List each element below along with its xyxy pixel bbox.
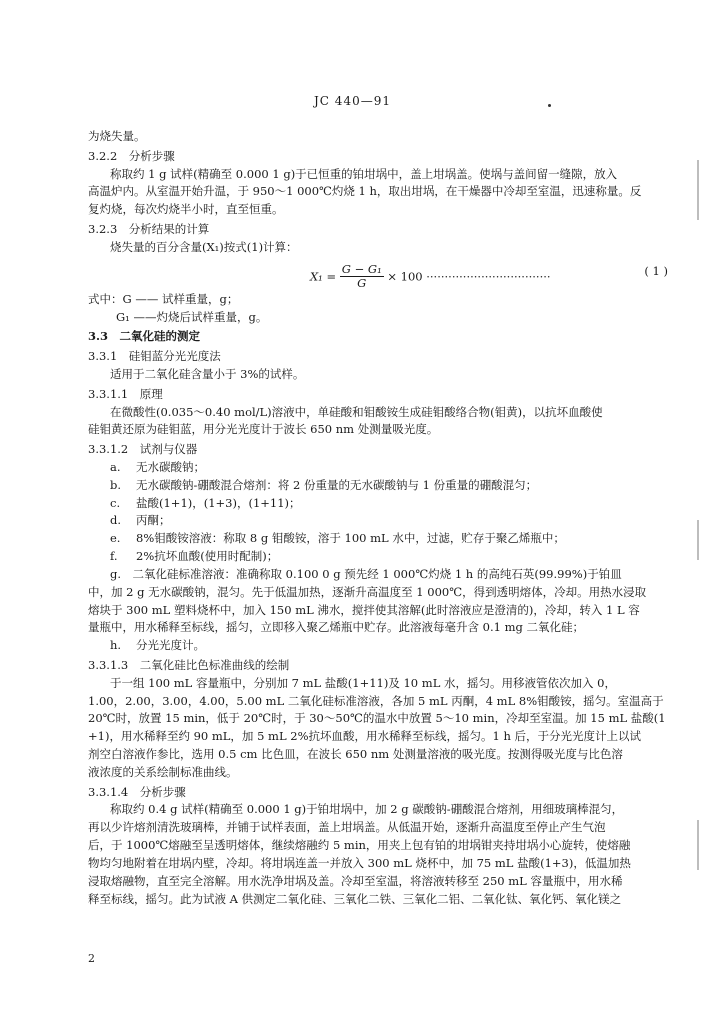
formula-number: ( 1 )	[644, 263, 668, 278]
paragraph-line: 浸取熔融物，直至完全溶解。用水洗净坩埚及盖。冷却至室温，将溶液转移至 250 mL 容量瓶中，用水稀	[88, 873, 623, 888]
scan-edge-mark	[697, 160, 699, 220]
paragraph-line: 1.00，2.00，3.00，4.00，5.00 mL 二氧化硅标准溶液，各加 5 mL 丙酮，4 mL 8%钼酸铵，摇匀。室温高于	[88, 693, 664, 708]
reagent-item-g: g. 二氧化硅标准溶液：准确称取 0.100 0 g 预先经 1 000℃灼烧 1 h 的高纯石英(99.99%)于铂皿	[110, 566, 622, 581]
section-heading: 3.3.1.1 原理	[88, 386, 163, 401]
section-heading: 3.3.1 硅钼蓝分光光度法	[88, 349, 221, 364]
paragraph-line: 称取约 0.4 g 试样(精确至 0.000 1 g)于铂坩埚中，加 2 g 碳酸钠-硼酸混合熔剂，用细玻璃棒混匀，	[110, 802, 624, 817]
reagent-tag: c.	[110, 495, 121, 510]
section-heading: 3.3.1.4 分析步骤	[88, 784, 186, 799]
reagent-item	[88, 512, 668, 530]
paragraph-line: 液浓度的关系绘制标准曲线。	[88, 764, 238, 779]
paragraph-line: 熔块于 300 mL 塑料烧杯中，加入 150 mL 沸水，搅拌使其溶解(此时溶液应是澄清的)，冷却，转入 1 L 容	[88, 602, 640, 617]
scan-edge-mark	[697, 820, 699, 870]
paragraph-line: 于一组 100 mL 容量瓶中，分别加 7 mL 盐酸(1+11)及 10 mL 水，摇匀。用移液管依次加入 0，	[110, 675, 616, 690]
reagent-tag: f.	[110, 549, 118, 564]
reagent-tag: e.	[110, 531, 121, 546]
paragraph-line: +1)，用水稀释至约 90 mL，加 5 mL 2%抗坏血酸，用水稀释至标线，摇匀。1 h 后，于分光光度计上以试	[88, 729, 642, 744]
formula-legend-line: 式中：G —— 试样重量，g；	[88, 291, 239, 306]
reagent-tag: d.	[110, 513, 122, 528]
formula-expression	[310, 263, 551, 292]
paragraph-line: 物均匀地附着在坩埚内壁，冷却。将坩埚连盖一并放入 300 mL 烧杯中，加 75 mL 盐酸(1+3)，低温加热	[88, 855, 631, 870]
reagent-text: 2%抗坏血酸(使用时配制)；	[136, 549, 279, 564]
formula-numerator: G − G₁	[341, 261, 382, 276]
reagent-text: 丙酮；	[136, 513, 171, 528]
paragraph-line: 后，于 1000℃熔融至呈透明熔体，继续熔融约 5 min，用夹上包有铂的坩埚钳夹持坩埚小心旋转，使熔融	[88, 838, 631, 853]
standard-code-header: JC 440—91	[314, 94, 391, 108]
reagent-text: 盐酸(1+1)，(1+3)，(1+11)；	[136, 495, 301, 510]
paragraph-line: 再以少许熔剂清洗玻璃棒，并铺于试样表面，盖上坩埚盖。从低温开始，逐渐升高温度至停止产生气泡	[88, 820, 606, 835]
paragraph-line: 烧失量的百分含量(X₁)按式(1)计算：	[110, 239, 298, 254]
reagent-item	[88, 495, 668, 513]
formula-fraction	[340, 263, 384, 292]
reagent-text: 分光光度计。	[136, 638, 205, 653]
formula-denominator: G	[357, 276, 367, 291]
formula-legend-line: G₁ ——灼烧后试样重量，g。	[116, 309, 268, 324]
formula-rhs: × 100	[387, 268, 423, 283]
reagent-item	[88, 459, 668, 477]
section-heading: 3.3 二氧化硅的测定	[88, 329, 201, 344]
paragraph-line: 复灼烧，每次灼烧半小时，直至恒重。	[88, 202, 284, 217]
paragraph-line: 高温炉内。从室温开始升温，于 950～1 000℃灼烧 1 h，取出坩埚，在干燥器中冷却至室温，迅速称量。反	[88, 184, 642, 199]
paragraph-line: 量瓶中，用水稀释至标线，摇匀，立即移入聚乙烯瓶中贮存。此溶液每毫升含 0.1 mg 二氧化硅；	[88, 620, 585, 635]
reagent-item	[88, 637, 668, 655]
section-heading: 3.2.2 分析步骤	[88, 148, 175, 163]
section-heading: 3.2.3 分析结果的计算	[88, 222, 210, 237]
reagent-tag: h.	[110, 638, 122, 653]
document-body	[88, 128, 668, 908]
formula-lhs: X₁ =	[310, 268, 337, 283]
reagent-text: 8%钼酸铵溶液：称取 8 g 钼酸铵，溶于 100 mL 水中，过滤，贮存于聚乙烯瓶中；	[136, 531, 565, 546]
paragraph-line: 20℃时，放置 15 min，低于 20℃时，于 30～50℃的温水中放置 5～10 min，冷却至室温。加 15 mL 盐酸(1	[88, 711, 666, 726]
paragraph-line: 在微酸性(0.035～0.40 mol/L)溶液中，单硅酸和钼酸铵生成硅钼酸络合物(钼黄)，以抗坏血酸使	[110, 404, 603, 419]
text-line: 为烧失量。	[88, 129, 146, 143]
section-heading: 3.3.1.2 试剂与仪器	[88, 442, 198, 457]
header-dot-mark	[548, 104, 551, 107]
paragraph-line: 中，加 2 g 无水碳酸钠，混匀。先于低温加热，逐渐升高温度至 1 000℃，得到透明熔体，冷却。用热水浸取	[88, 584, 647, 599]
section-heading: 3.3.1.3 二氧化硅比色标准曲线的绘制	[88, 657, 290, 672]
reagent-text: 无水碳酸钠；	[136, 460, 205, 474]
formula-1	[88, 259, 668, 289]
paragraph-line: 称取约 1 g 试样(精确至 0.000 1 g)于已恒重的铂坩埚中，盖上坩埚盖。使埚与盖间留一缝隙，放入	[110, 166, 618, 181]
reagent-item	[88, 530, 668, 548]
reagent-tag: b.	[110, 477, 122, 492]
reagent-item	[88, 548, 668, 566]
reagent-text: 无水碳酸钠-硼酸混合熔剂：将 2 份重量的无水碳酸钠与 1 份重量的硼酸混匀；	[136, 477, 538, 492]
reagent-item	[88, 477, 668, 495]
paragraph-line: 释至标线，摇匀。此为试液 A 供测定二氧化硅、三氧化二铁、三氧化二铝、二氧化钛、氧化钙、氧化镁之	[88, 891, 622, 906]
paragraph-line: 硅钼黄还原为硅钼蓝，用分光光度计于波长 650 nm 处测量吸光度。	[88, 422, 439, 437]
scan-edge-mark	[697, 520, 699, 560]
page-number: 2	[88, 952, 95, 965]
paragraph-line: 剂空白溶液作参比，选用 0.5 cm 比色皿，在波长 650 nm 处测量溶液的吸光度。按测得吸光度与比色溶	[88, 747, 623, 761]
formula-leader: ··································	[426, 268, 551, 283]
paragraph-line: 适用于二氧化硅含量小于 3%的试样。	[110, 366, 305, 381]
reagent-tag: a.	[110, 460, 121, 474]
